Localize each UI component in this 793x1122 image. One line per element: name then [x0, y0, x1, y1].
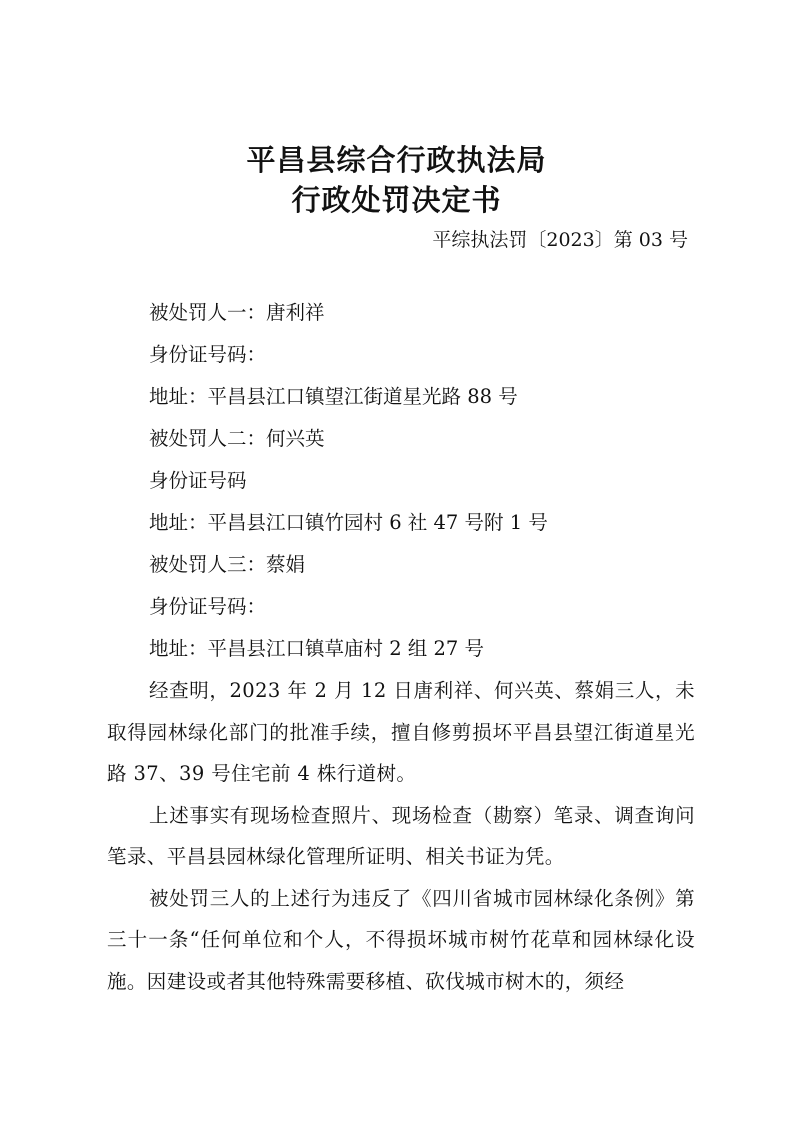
- document-number: 平综执法罚〔2023〕第 03 号: [432, 229, 688, 251]
- party-1-address: 地址：平昌县江口镇望江街道星光路 88 号: [149, 385, 518, 408]
- party-1: [107, 292, 695, 418]
- party-3-name: 被处罚人三：蔡娟: [149, 553, 306, 576]
- paragraph-findings: 经查明，2023 年 2 月 12 日唐利祥、何兴英、蔡娟三人，未取得园林绿化部门的批准手续，擅自修剪损坏平昌县望江街道星光路 37、39 号住宅前 4 株行道树。: [107, 679, 695, 785]
- party-2-address: 地址：平昌县江口镇竹园村 6 社 47 号附 1 号: [149, 511, 548, 534]
- party-2-id-number: 身份证号码: [149, 469, 247, 492]
- paragraph-evidence: 上述事实有现场检查照片、现场检查（勘察）笔录、调查询问笔录、平昌县园林绿化管理所证明、相关书证为凭。: [107, 803, 695, 868]
- document-title-type: 行政处罚决定书: [291, 183, 502, 217]
- party-3: [107, 544, 695, 670]
- document-title-agency: 平昌县综合行政执法局: [246, 143, 547, 177]
- party-2-name: 被处罚人二：何兴英: [149, 427, 325, 450]
- party-3-address: 地址：平昌县江口镇草庙村 2 组 27 号: [149, 637, 485, 660]
- party-1-id-number: 身份证号码：: [149, 343, 267, 366]
- party-2: [107, 418, 695, 544]
- party-3-id-number: 身份证号码：: [149, 595, 267, 618]
- paragraph-violation: 被处罚三人的上述行为违反了《四川省城市园林绿化条例》第三十一条“任何单位和个人，不得损坏城市树竹花草和园林绿化设施。因建设或者其他特殊需要移植、砍伐城市树木的，须经: [107, 886, 695, 993]
- document-body: [107, 292, 695, 1002]
- party-1-name: 被处罚人一：唐利祥: [149, 301, 325, 324]
